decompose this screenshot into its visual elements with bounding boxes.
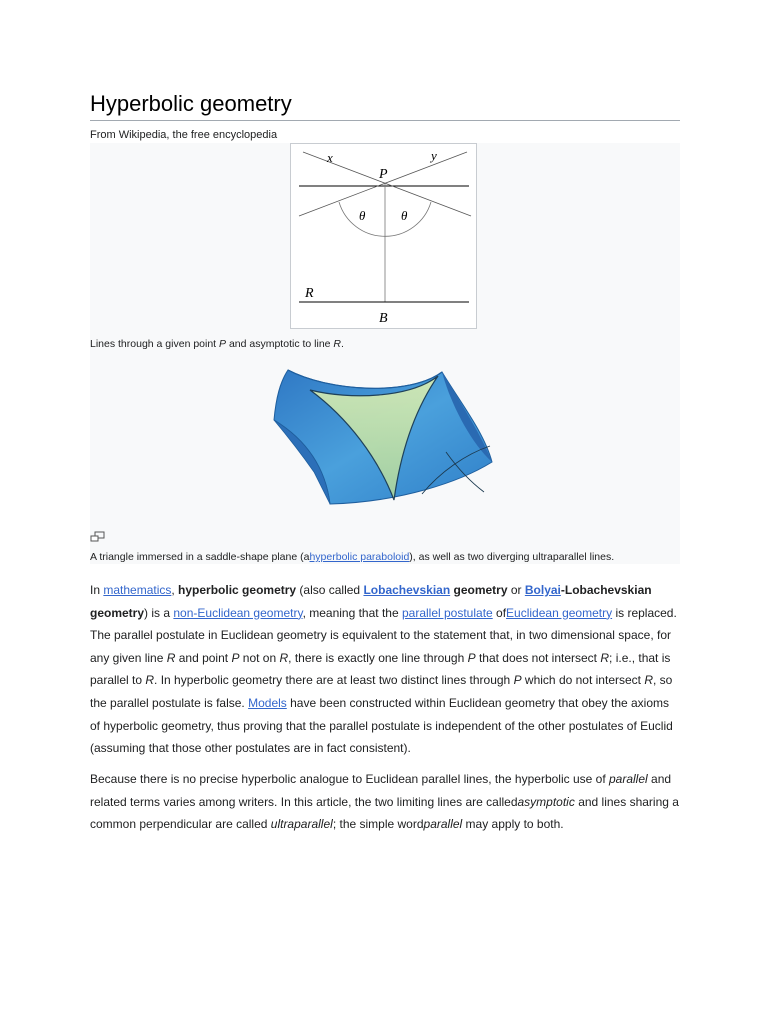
link-models[interactable]: Models [248,695,287,710]
label-y: y [431,148,437,163]
asymptotic-lines-diagram [290,143,477,329]
label-x: x [327,150,333,165]
link-mathematics[interactable]: mathematics [103,583,172,597]
link-lobachevskian[interactable]: Lobachevskian [363,583,451,597]
intro-paragraph: In mathematics, hyperbolic geometry (also called Lobachevskian geometry or Bolyai-Lobachevskian geometry) is a non-Euclidean geometry, meaning that the parallel postulate ofEuclidean geometry is replaced. The parallel postulate in Euclidean geometry is equivalent to the statement that, in two dimensional space, for any given line R and point P not on R, there is exactly one line through P that does not intersect R; i.e., that is parallel to R. In hyperbolic geometry there are at least two distinct lines through P which do not intersect R, so the parallel postulate is false. Models have been constructed within Euclidean geometry that obey the axioms of hyperbolic geometry, thus proving that the parallel postulate is independent of the other postulates of Euclid (assuming that those other postulates are in fact consistent). [90,583,677,756]
label-theta-right: θ [401,208,408,223]
figure2-caption: A triangle immersed in a saddle-shape plane (ahyperbolic paraboloid), as well as two diverging ultraparallel lines. [90,551,615,563]
link-hyperbolic-paraboloid[interactable]: hyperbolic paraboloid [309,551,410,563]
figure1-caption: Lines through a given point P and asymptotic to line R. [90,338,344,350]
label-theta-left: θ [359,208,366,223]
page-title: Hyperbolic geometry [90,90,680,121]
link-euclidean-geometry[interactable]: Euclidean geometry [506,605,613,620]
link-parallel-postulate[interactable]: parallel postulate [401,605,493,620]
link-non-euclidean-geometry[interactable]: non-Euclidean geometry [173,605,303,620]
label-b: B [379,311,388,326]
magnify-icon[interactable] [90,530,106,542]
site-tagline: From Wikipedia, the free encyclopedia [90,129,278,141]
saddle-surface-image[interactable] [270,362,496,510]
terminology-paragraph: Because there is no precise hyperbolic analogue to Euclidean parallel lines, the hyperbolic use of parallel and related terms varies among writers. In this article, the two limiting lines are calledasymptotic and lines sharing a common perpendicular are called ultraparallel; the simple wordparallel may apply to both. [90,772,679,832]
label-r: R [305,286,314,301]
label-p: P [379,167,388,182]
asymptotic-line-y [299,152,467,216]
link-bolyai[interactable]: Bolyai [524,583,561,597]
